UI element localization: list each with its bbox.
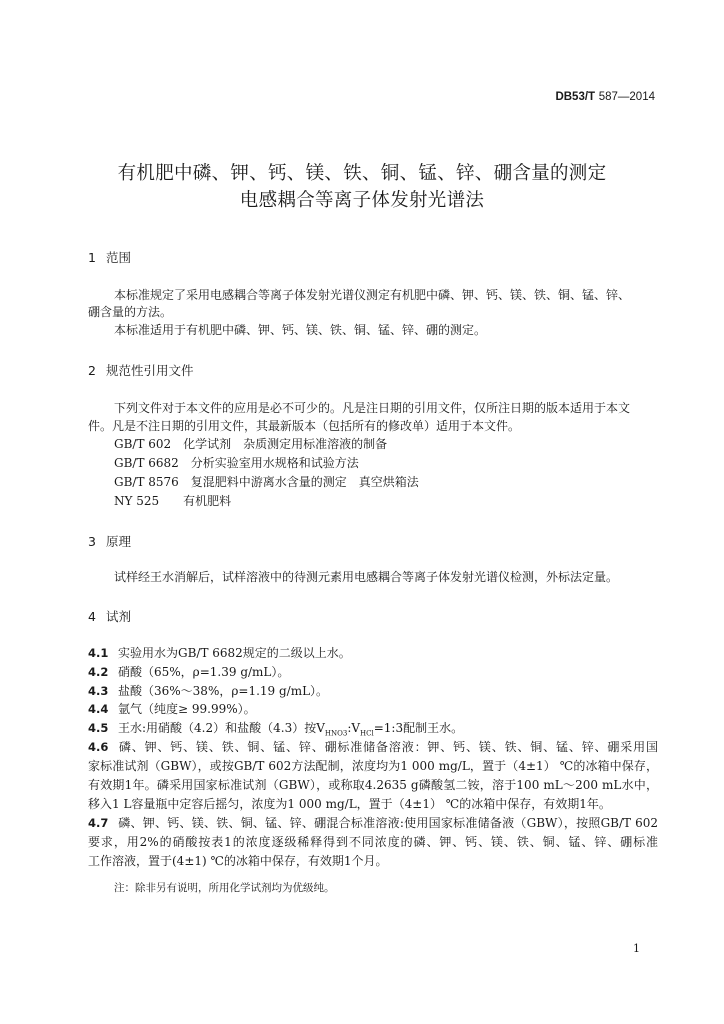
- page-number: 1: [633, 942, 640, 955]
- standard-header: [555, 89, 655, 103]
- clause-text: 磷、钾、钙、镁、铁、铜、锰、锌、硼标准储备溶液：钾、钙、镁、铁、铜、锰、锌、硼采用国: [118, 740, 658, 754]
- clause-number: 4.7: [88, 816, 109, 830]
- section-heading-normative-references: [88, 361, 194, 379]
- reagent-item-line: 要求，用2%的硝酸按表1的浓度逐级稀释得到不同浓度的磷、钾、钙、镁、铁、铜、锰、锌、硼标准: [88, 835, 658, 849]
- section-number: 3: [88, 534, 96, 549]
- principle-paragraph: 试样经王水消解后，试样溶液中的待测元素用电感耦合等离子体发射光谱仪检测，外标法定量。: [114, 570, 619, 584]
- section-heading-scope: [88, 248, 131, 266]
- reagent-item-line: 有效期1年。磷采用国家标准试剂（GBW），或称取4.2635 g磷酸氢二铵，溶于100 mL～200 mL水中，: [88, 778, 658, 792]
- reference-item: GB/T 6682 分析实验室用水规格和试验方法: [114, 456, 359, 470]
- clause-number: 4.6: [88, 740, 109, 754]
- reference-item: GB/T 8576 复混肥料中游离水含量的测定 真空烘箱法: [114, 475, 419, 489]
- scope-paragraph-line: 硼含量的方法。: [88, 305, 173, 319]
- clause-text: :V: [347, 721, 361, 735]
- section-number: 2: [88, 363, 96, 378]
- reagent-item-line: 工作溶液，置于(4±1) ℃的冰箱中保存，有效期1个月。: [88, 854, 388, 868]
- section-title: 范围: [106, 250, 132, 265]
- section-heading-principle: [88, 532, 131, 550]
- reference-item: NY 525 有机肥料: [114, 494, 232, 508]
- reagent-item: [88, 683, 328, 699]
- clause-text: 实验用水为GB/T 6682规定的二级以上水。: [118, 646, 351, 660]
- standard-code: DB53/T: [555, 91, 596, 103]
- clause-text: 硝酸（65%，ρ=1.39 g/mL）。: [118, 665, 290, 679]
- clause-text: 盐酸（36%～38%，ρ=1.19 g/mL）。: [118, 684, 329, 698]
- clause-number: 4.5: [88, 721, 109, 735]
- standard-number: 587—2014: [598, 91, 655, 103]
- scope-paragraph-line: 本标准适用于有机肥中磷、钾、钙、镁、铁、铜、锰、锌、硼的测定。: [114, 323, 487, 337]
- reagent-item: [88, 701, 256, 717]
- reagent-item: [88, 664, 289, 680]
- clause-text: 王水:用硝酸（4.2）和盐酸（4.3）按V: [118, 721, 325, 735]
- clause-text: 磷、钾、钙、镁、铁、铜、锰、锌、硼混合标准溶液:使用国家标准储备液（GBW），按照GB/T 602: [118, 816, 658, 830]
- note: 注：除非另有说明，所用化学试剂均为优级纯。: [114, 882, 335, 894]
- section-title: 原理: [106, 534, 132, 549]
- reagent-item-line: 家标准试剂（GBW），或按GB/T 602方法配制，浓度均为1 000 mg/L，置于（4±1） ℃的冰箱中保存，: [88, 759, 658, 773]
- clause-number: 4.3: [88, 684, 109, 698]
- document-title-line1: 有机肥中磷、钾、钙、镁、铁、铜、锰、锌、硼含量的测定: [117, 163, 607, 184]
- reference-item: GB/T 602 化学试剂 杂质测定用标准溶液的制备: [114, 437, 388, 451]
- clause-text: =1:3配制王水。: [373, 721, 464, 735]
- section-title: 试剂: [106, 609, 132, 624]
- scope-paragraph-line: 本标准规定了采用电感耦合等离子体发射光谱仪测定有机肥中磷、钾、钙、镁、铁、铜、锰、锌、: [114, 288, 631, 302]
- clause-number: 4.2: [88, 665, 109, 679]
- references-paragraph-line: 下列文件对于本文件的应用是必不可少的。凡是注日期的引用文件，仅所注日期的版本适用于本文: [114, 401, 631, 415]
- subscript-hcl: HCl: [360, 729, 374, 738]
- section-heading-reagents: [88, 607, 131, 625]
- section-number: 4: [88, 609, 96, 624]
- document-title-line2: 电感耦合等离子体发射光谱法: [239, 190, 485, 211]
- clause-number: 4.1: [88, 646, 109, 660]
- section-number: 1: [88, 250, 96, 265]
- reagent-item-line: 移入1 L容量瓶中定容后摇匀，浓度为1 000 mg/L，置于（4±1） ℃的冰箱中保存，有效期1年。: [88, 797, 611, 811]
- reagent-item: [88, 645, 351, 661]
- clause-text: 氩气（纯度≥ 99.99%）。: [118, 702, 256, 716]
- reagent-item: [88, 739, 658, 755]
- clause-number: 4.4: [88, 702, 109, 716]
- subscript-hno3: HNO3: [324, 729, 348, 738]
- section-title: 规范性引用文件: [106, 363, 194, 378]
- reagent-item: [88, 815, 658, 831]
- references-paragraph-line: 件。凡是不注日期的引用文件，其最新版本（包括所有的修改单）适用于本文件。: [88, 419, 521, 433]
